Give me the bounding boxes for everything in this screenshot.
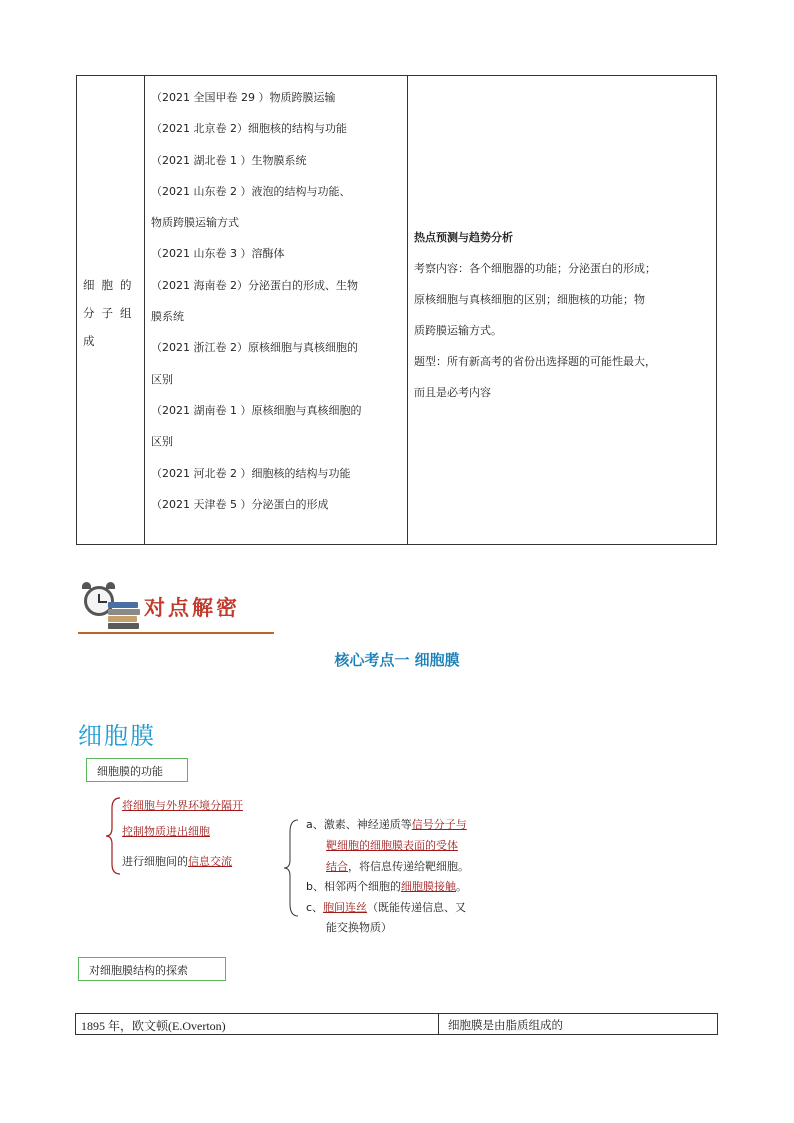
left-brace: [104, 796, 124, 876]
function-item: 进行细胞间的信息交流: [122, 855, 232, 868]
exam-line: （2021 海南卷 2）分泌蛋白的形成、生物: [151, 278, 358, 292]
history-table-row: [75, 1013, 718, 1035]
analysis-cell: [414, 222, 714, 408]
function-item: 将细胞与外界环境分隔开: [122, 799, 243, 812]
analysis-line: 而且是必考内容: [414, 386, 491, 399]
info-item-a: a、激素、神经递质等信号分子与: [306, 818, 467, 831]
history-finding-cell: 细胞膜是由脂质组成的: [448, 1018, 563, 1032]
topic-cell: 细胞的分子组成: [83, 278, 139, 348]
exam-list-cell: [151, 82, 401, 520]
exam-line: 膜系统: [151, 310, 184, 324]
exam-line: 物质跨膜运输方式: [151, 216, 239, 230]
section-banner: [78, 580, 274, 634]
banner-title: 对点解密: [144, 596, 240, 620]
table-divider: [407, 76, 408, 544]
explore-label-box: 对细胞膜结构的探索: [78, 957, 226, 981]
info-item-a: 结合，将信息传递给靶细胞。: [326, 860, 469, 873]
core-point-title: 核心考点一 细胞膜: [334, 651, 460, 669]
exam-table: [76, 75, 717, 545]
exam-line: （2021 山东卷 2 ）液泡的结构与功能、: [151, 184, 351, 198]
right-brace: [282, 818, 302, 918]
exam-line: （2021 山东卷 3 ）溶酶体: [151, 247, 285, 261]
clock-bell-icon: [82, 582, 91, 589]
table-divider: [144, 76, 145, 544]
exam-line: （2021 湖南卷 1 ）原核细胞与真核细胞的: [151, 403, 362, 417]
table-divider: [438, 1014, 439, 1034]
function-item: 控制物质进出细胞: [122, 825, 210, 838]
analysis-line: 考察内容：各个细胞器的功能；分泌蛋白的形成；: [414, 262, 656, 275]
exam-line: （2021 全国甲卷 29 ）物质跨膜运输: [151, 91, 336, 104]
section-title: 细胞膜: [78, 722, 156, 750]
function-label-box: 细胞膜的功能: [86, 758, 188, 782]
analysis-line: 质跨膜运输方式。: [414, 324, 502, 337]
info-item-c: c、胞间连丝（既能传递信息、又: [306, 901, 467, 914]
analysis-line: 题型：所有新高考的省份出选择题的可能性最大，: [414, 355, 656, 368]
exam-line: （2021 北京卷 2）细胞核的结构与功能: [151, 122, 347, 136]
history-year-cell: 1895 年，欧文顿(E.Overton): [81, 1019, 226, 1033]
exam-line: 区别: [151, 372, 173, 386]
banner-rule: [78, 632, 274, 634]
clock-bell-icon: [106, 582, 115, 589]
exam-line: （2021 湖北卷 1 ）生物膜系统: [151, 153, 307, 167]
info-item-c: 能交换物质）: [326, 921, 392, 934]
exam-line: 区别: [151, 435, 173, 449]
info-item-b: b、相邻两个细胞的细胞膜接触。: [306, 880, 467, 893]
exam-line: （2021 浙江卷 2）原核细胞与真核细胞的: [151, 341, 358, 355]
exam-line: （2021 河北卷 2 ）细胞核的结构与功能: [151, 466, 351, 480]
analysis-line: 原核细胞与真核细胞的区别；细胞核的功能；物: [414, 293, 645, 306]
books-icon: [108, 602, 140, 630]
info-item-a: 靶细胞的细胞膜表面的受体: [326, 839, 458, 852]
analysis-heading: 热点预测与趋势分析: [414, 231, 513, 244]
exam-line: （2021 天津卷 5 ）分泌蛋白的形成: [151, 497, 329, 511]
